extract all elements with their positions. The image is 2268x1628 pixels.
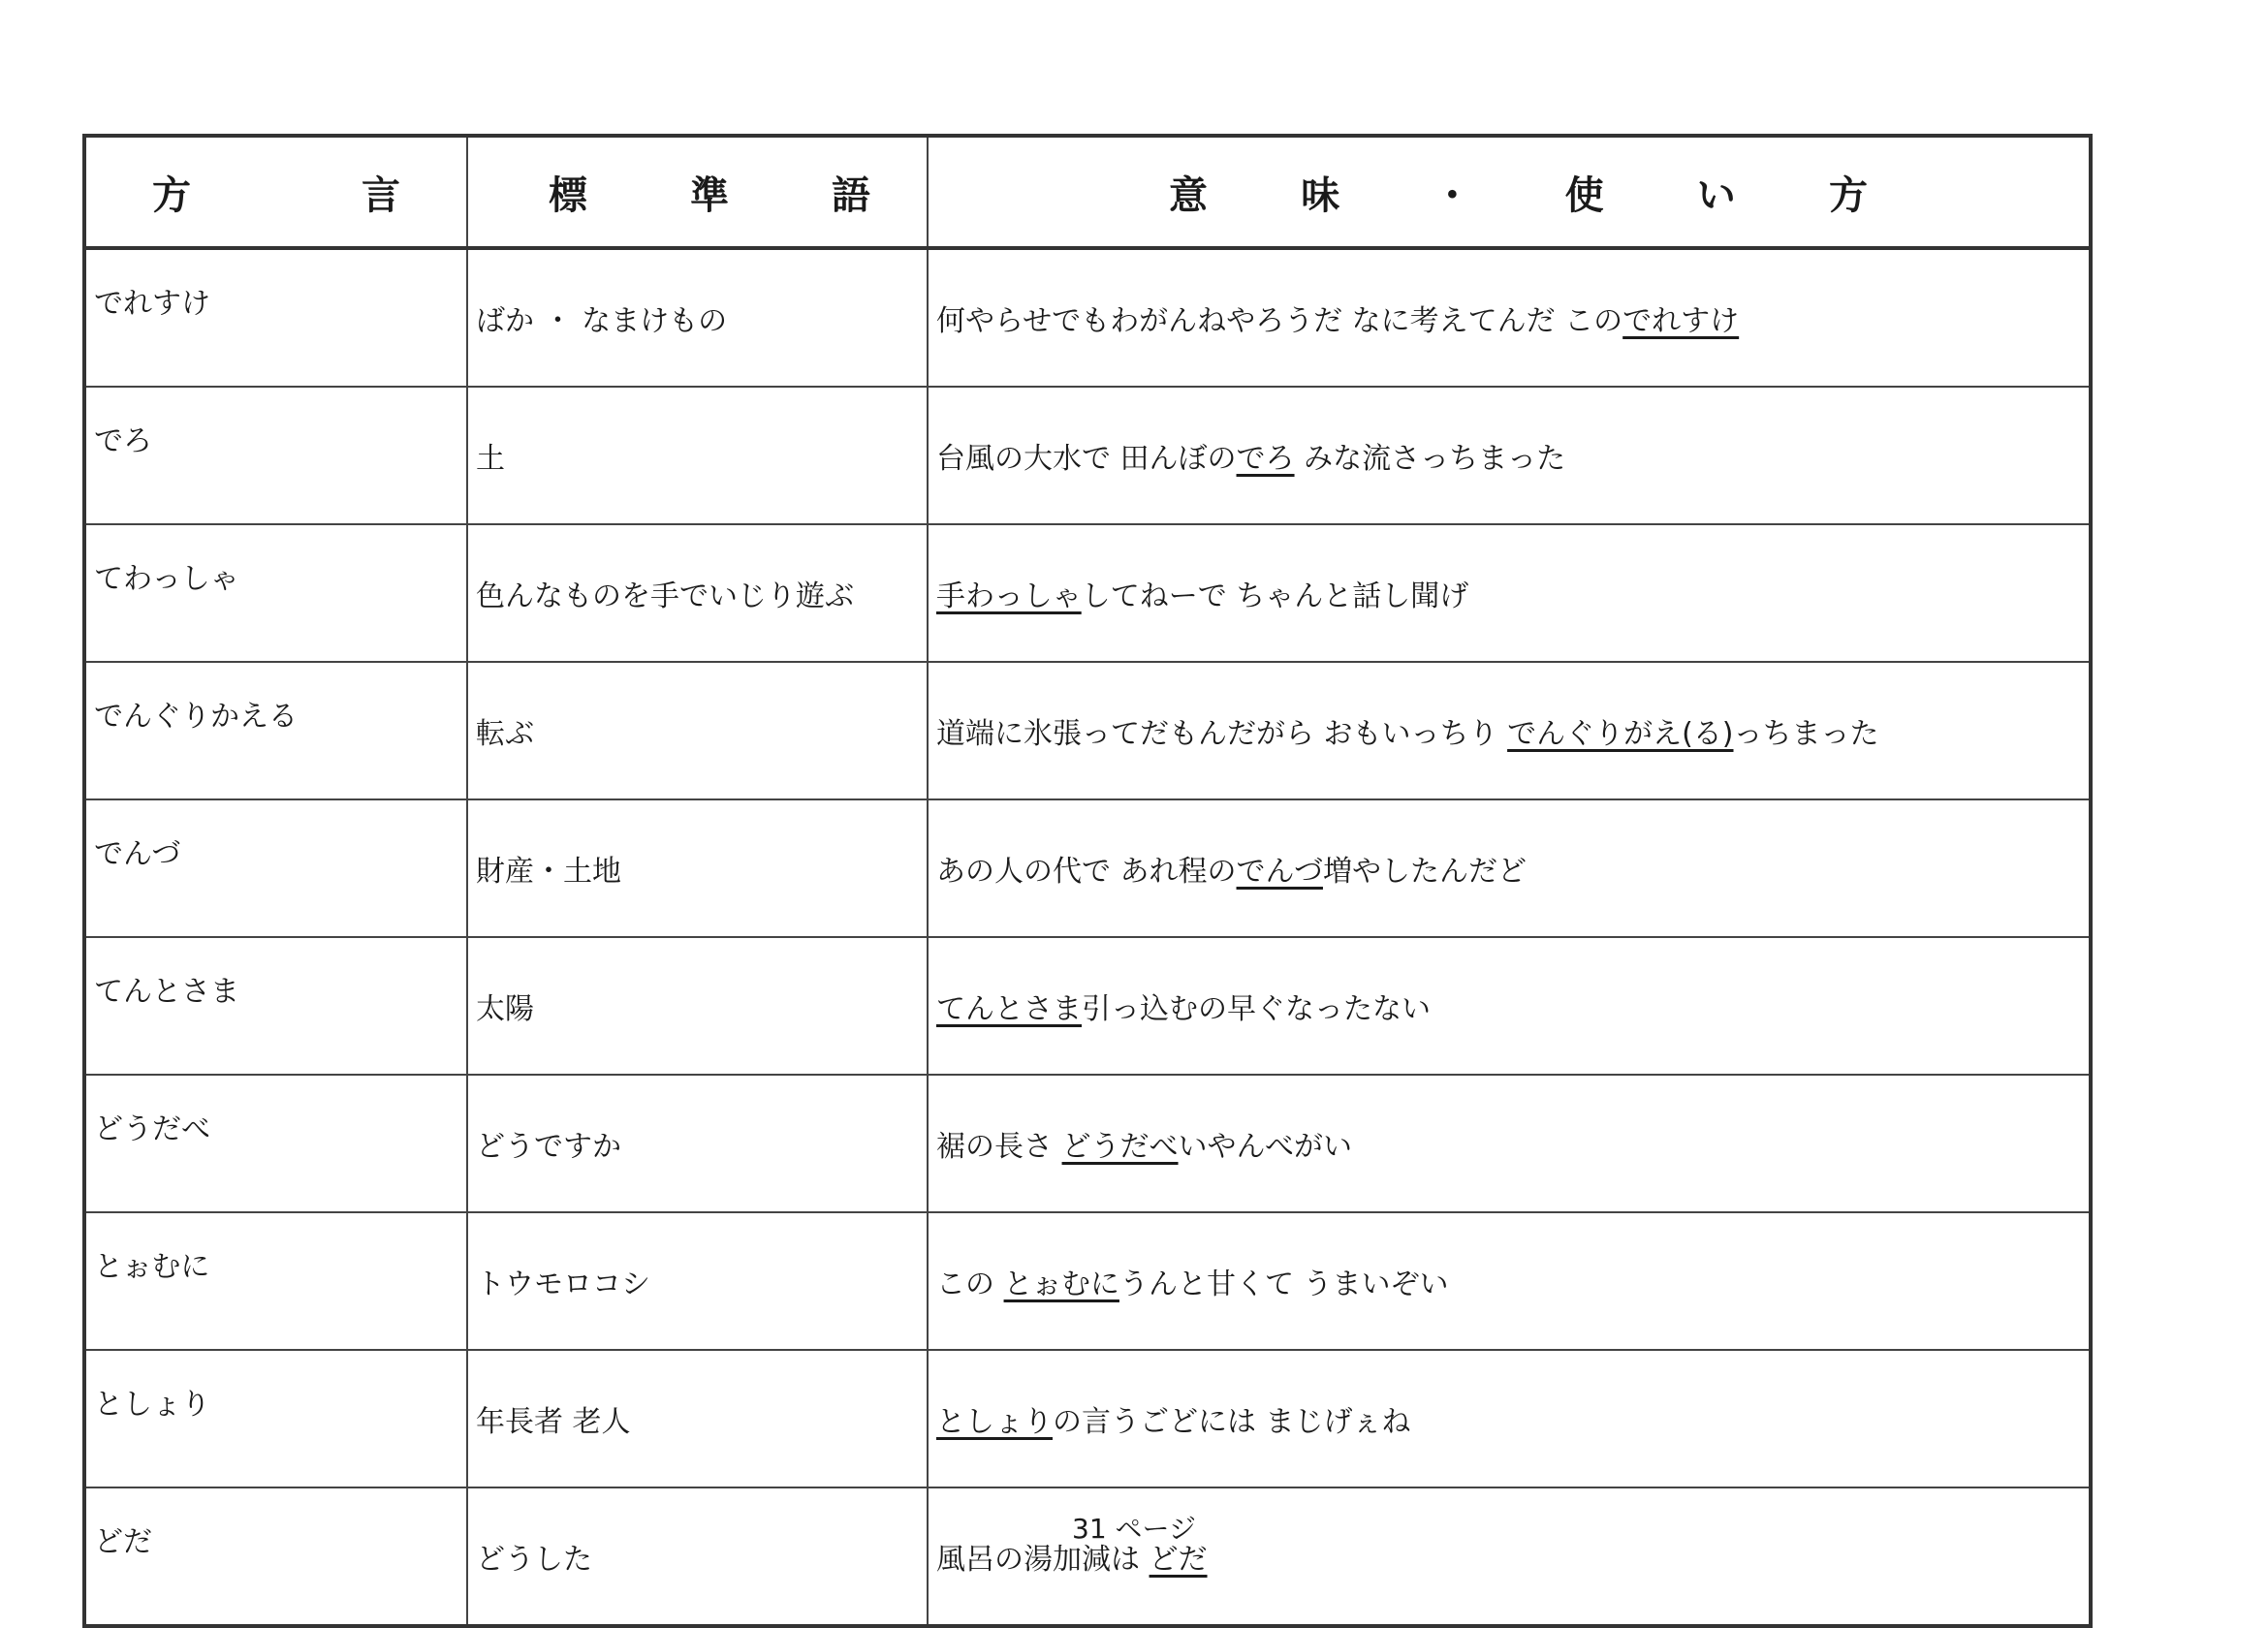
example-text: 裾の長さ	[936, 1130, 1062, 1164]
table-row	[84, 1075, 2091, 1212]
dialect-word-underlined: 手わっしゃ	[936, 579, 1082, 613]
standard-cell: 色んなものを手でいじり遊ぶ	[467, 524, 928, 662]
example-cell	[928, 1075, 2091, 1212]
header-char: 標	[549, 172, 587, 218]
example-cell	[928, 524, 2091, 662]
header-char: 準	[690, 172, 729, 218]
example-text: 増やしたんだど	[1322, 855, 1527, 889]
header-char: 方	[1828, 172, 1868, 218]
table-header-row	[84, 136, 2091, 248]
example-text: っちまった	[1733, 717, 1879, 751]
dialect-cell: てんとさま	[84, 937, 467, 1075]
header-char: 語	[832, 172, 870, 218]
table-row	[84, 937, 2091, 1075]
example-cell	[928, 1350, 2091, 1487]
standard-cell: 年長者 老人	[467, 1350, 928, 1487]
dialect-word-underlined: どだ	[1149, 1543, 1208, 1577]
dialect-cell: てわっしゃ	[84, 524, 467, 662]
header-meaning	[928, 136, 2091, 248]
header-char: 言	[362, 172, 400, 218]
dialect-word-underlined: でれすけ	[1622, 304, 1740, 338]
dialect-cell: どだ	[84, 1487, 467, 1626]
table-row	[84, 1350, 2091, 1487]
table-body	[84, 248, 2091, 1626]
page-number: 31 ページ	[1072, 1513, 1196, 1545]
dialect-cell: でれすけ	[84, 248, 467, 387]
example-text: この	[936, 1268, 1004, 1301]
dialect-word-underlined: としょり	[936, 1405, 1053, 1439]
example-text: 道端に氷張ってだもんだがら おもいっちり	[936, 717, 1508, 751]
example-cell	[928, 662, 2091, 799]
example-text: の言うごどには まじげぇね	[1053, 1405, 1411, 1439]
example-cell	[928, 937, 2091, 1075]
header-standard	[467, 136, 928, 248]
dialect-word-underlined: でんぐりがえ(る)	[1507, 717, 1734, 751]
dialect-word-underlined: てんとさま	[936, 992, 1082, 1026]
header-dialect	[84, 136, 467, 248]
dialect-cell: でんづ	[84, 799, 467, 937]
example-text: してねーで ちゃんと話し聞げ	[1081, 579, 1469, 613]
header-char: 使	[1564, 172, 1604, 218]
standard-cell: 財産・土地	[467, 799, 928, 937]
dialect-table	[82, 134, 2093, 1628]
dialect-word-underlined: とぉむに	[1003, 1268, 1119, 1301]
standard-cell: どうですか	[467, 1075, 928, 1212]
table-row	[84, 1212, 2091, 1350]
example-text: あの人の代で あれ程の	[936, 855, 1237, 889]
standard-cell: トウモロコシ	[467, 1212, 928, 1350]
standard-cell: 転ぶ	[467, 662, 928, 799]
example-text: 引っ込むの早ぐなったない	[1082, 992, 1431, 1026]
table-row	[84, 662, 2091, 799]
table-row	[84, 248, 2091, 387]
example-cell	[928, 1212, 2091, 1350]
dialect-cell: でんぐりかえる	[84, 662, 467, 799]
example-cell	[928, 799, 2091, 937]
dialect-cell: としょり	[84, 1350, 467, 1487]
header-char: い	[1696, 172, 1736, 218]
header-char: ・	[1433, 172, 1472, 218]
standard-cell: ばか ・ なまけもの	[467, 248, 928, 387]
example-text: 風呂の湯加減は	[936, 1543, 1150, 1577]
dialect-cell: どうだべ	[84, 1075, 467, 1212]
standard-cell: 土	[467, 387, 928, 524]
header-char: 方	[152, 172, 191, 218]
table-row	[84, 799, 2091, 937]
header-char: 味	[1301, 172, 1340, 218]
dialect-word-underlined: どうだべ	[1061, 1130, 1179, 1164]
example-cell	[928, 248, 2091, 387]
dialect-cell: でろ	[84, 387, 467, 524]
dialect-cell: とぉむに	[84, 1212, 467, 1350]
example-text: 何やらせでもわがんねやろうだ なに考えてんだ この	[936, 304, 1623, 338]
dialect-word-underlined: でろ	[1236, 442, 1295, 476]
table-row	[84, 524, 2091, 662]
example-text: 台風の大水で 田んぼの	[936, 442, 1237, 476]
example-text: うんと甘くて うまいぞい	[1118, 1268, 1449, 1301]
example-text: いやんべがい	[1178, 1130, 1352, 1164]
standard-cell: どうした	[467, 1487, 928, 1626]
table-row	[84, 387, 2091, 524]
header-char: 意	[1169, 172, 1208, 218]
dialect-word-underlined: でんづ	[1236, 855, 1323, 889]
example-text: みな流さっちまった	[1294, 442, 1566, 476]
example-cell	[928, 387, 2091, 524]
standard-cell: 太陽	[467, 937, 928, 1075]
